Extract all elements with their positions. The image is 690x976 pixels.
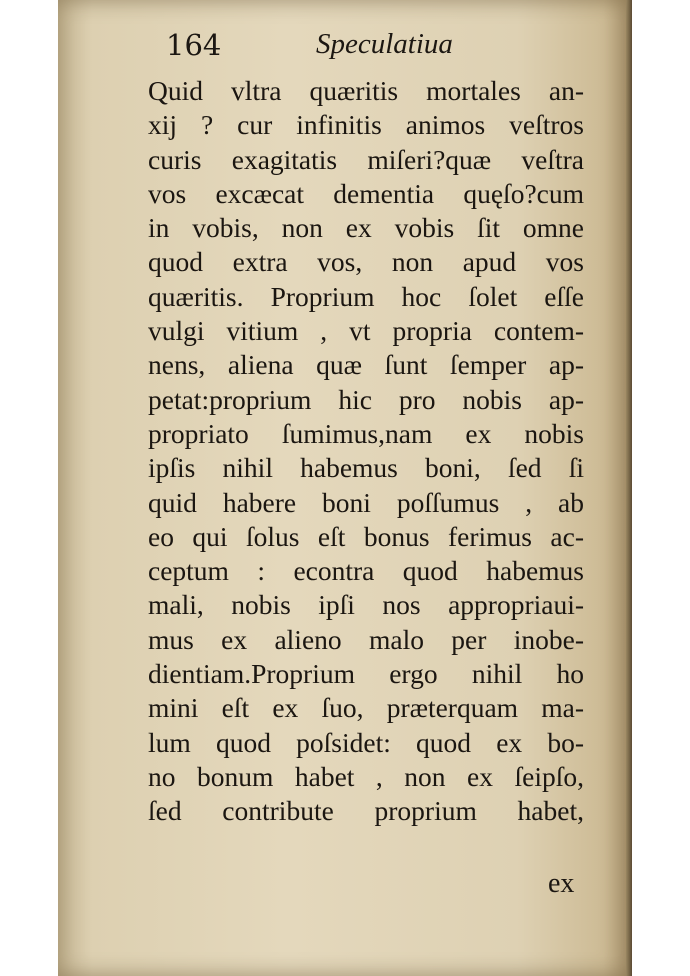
text-line: quid habere boni poſſumus , ab	[148, 486, 584, 518]
text-line: propriato ſumimus,nam ex nobis	[148, 417, 584, 449]
text-line: ceptum : econtra quod habemus	[148, 555, 584, 587]
text-line: dientiam.Proprium ergo nihil ho	[148, 658, 584, 690]
page-header	[166, 28, 566, 68]
text-line: nens, aliena quæ ſunt ſemper ap-	[148, 349, 584, 381]
text-line: in vobis, non ex vobis ſit omne	[148, 212, 584, 244]
text-line: quæritis. Proprium hoc ſolet eſſe	[148, 280, 584, 312]
text-line: quod extra vos, non apud vos	[148, 246, 584, 278]
text-line: ſed contribute proprium habet,	[148, 795, 584, 827]
text-line: lum quod poſsidet: quod ex bo-	[148, 726, 584, 758]
text-line: vulgi vitium , vt propria contem-	[148, 315, 584, 347]
text-line: no bonum habet , non ex ſeipſo,	[148, 760, 584, 792]
text-line: eo qui ſolus eſt bonus ferimus ac-	[148, 520, 584, 552]
page-number: 164	[166, 28, 222, 62]
book-page	[58, 0, 632, 976]
text-line: ipſis nihil habemus boni, ſed ſi	[148, 452, 584, 484]
text-line: vos excæcat dementia quęſo?cum	[148, 177, 584, 209]
running-head: Speculatiua	[316, 28, 453, 60]
page-edge	[626, 0, 632, 976]
catchword: ex	[548, 868, 575, 899]
text-line: petat:proprium hic pro nobis ap-	[148, 383, 584, 415]
text-line: mini eſt ex ſuo, præterquam ma-	[148, 692, 584, 724]
body-text	[148, 74, 584, 829]
text-line: Quid vltra quæritis mortales an-	[148, 75, 584, 106]
text-line: mus ex alieno malo per inobe-	[148, 623, 584, 655]
text-line: xij ? cur infinitis animos veſtros	[148, 109, 584, 141]
text-line: curis exagitatis miſeri?quæ veſtra	[148, 143, 584, 175]
text-line: mali, nobis ipſi nos appropriaui-	[148, 589, 584, 621]
